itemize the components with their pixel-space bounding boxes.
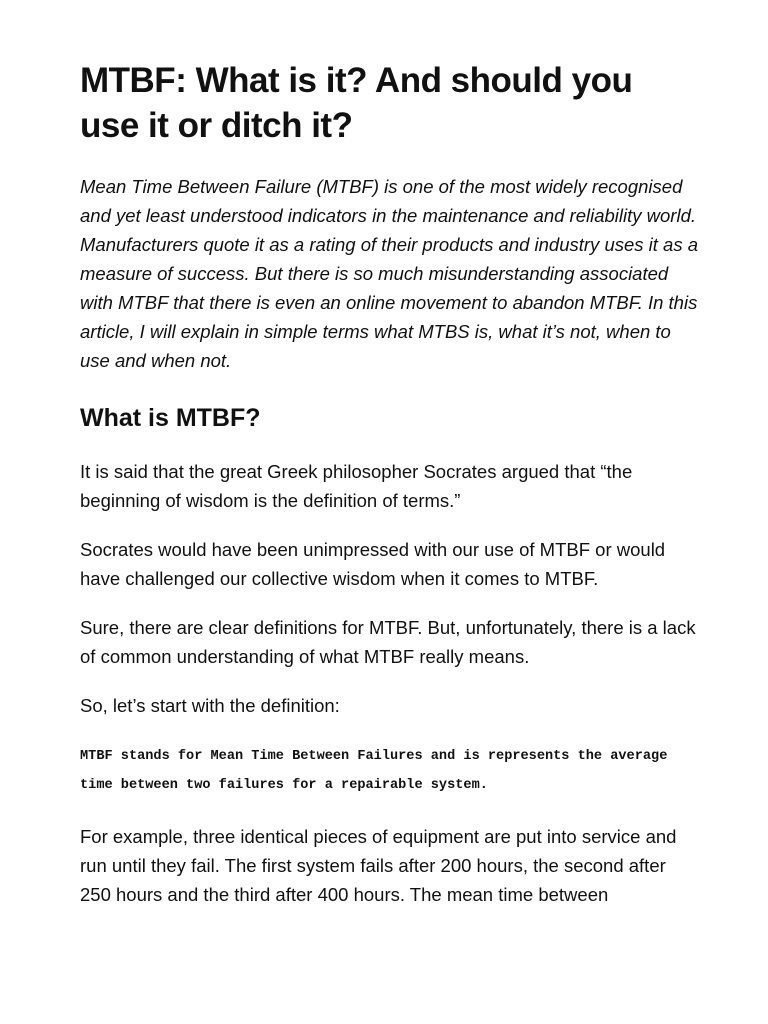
- section-heading: What is MTBF?: [80, 404, 261, 432]
- article-intro: Mean Time Between Failure (MTBF) is one of the most widely recognised and yet least understood indicators in the maintenance and reliability world. Manufacturers quote it as a rating of their products and industry uses it as a measure of success. But there is so much misunderstanding associated with MTBF that there is even an online movement to abandon MTBF. In this article, I will explain in simple terms what MTBS is, what it’s not, when to use and when not.: [80, 176, 699, 371]
- definition-code-block: MTBF stands for Mean Time Between Failures and is represents the average time between two failures for a repairable system.: [80, 749, 668, 793]
- article-title: MTBF: What is it? And should you use it or ditch it?: [80, 61, 633, 145]
- paragraph-socrates-quote: It is said that the great Greek philosopher Socrates argued that “the beginning of wisdom is the definition of terms.”: [80, 461, 633, 511]
- paragraph-example: For example, three identical pieces of equipment are put into service and run until they fail. The first system fails after 200 hours, the second after 250 hours and the third after 400 hours. The mean time between: [80, 826, 677, 905]
- article: [80, 58, 700, 909]
- paragraph-definitions: Sure, there are clear definitions for MTBF. But, unfortunately, there is a lack of common understanding of what MTBF really means.: [80, 617, 696, 667]
- paragraph-socrates-unimpressed: Socrates would have been unimpressed with our use of MTBF or would have challenged our collective wisdom when it comes to MTBF.: [80, 539, 666, 589]
- paragraph-start-definition: So, let’s start with the definition:: [80, 695, 340, 716]
